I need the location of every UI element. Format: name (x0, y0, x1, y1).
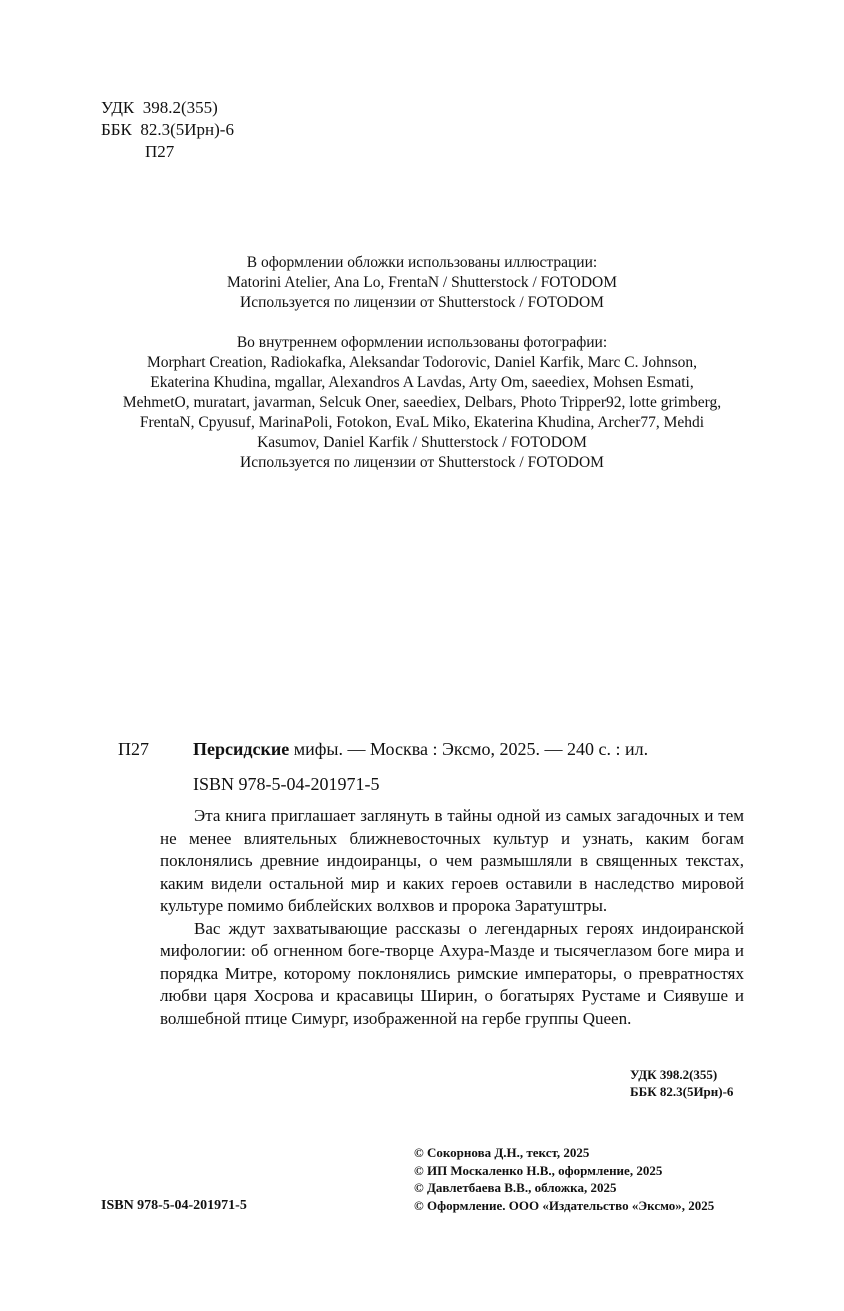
copyright-block (414, 1144, 714, 1214)
inner-credits-line: Ekaterina Khudina, mgallar, Alexandros A Lavdas, Arty Om, saeediex, Mohsen Esmati, (150, 374, 694, 391)
inner-credits-line: FrentaN, Cpyusuf, MarinaPoli, Fotokon, EvaL Miko, Ekaterina Khudina, Archer77, Mehdi (139, 414, 705, 431)
inner-credits-line: Morphart Creation, Radiokafka, Aleksandar Todorovic, Daniel Karfik, Marc C. Johnson, (146, 354, 698, 371)
udk-code-right: УДК 398.2(355) (630, 1067, 718, 1082)
annotation-paragraph: Вас ждут захватывающие рассказы о легендарных героях индоиранской мифологии: об огненном боге-творце Ахура-Мазде и тысячеглазом боге мира и порядка Митре, которому поклонялись римские императоры, о превратностях любви царя Хосрова и красавицы Ширин, о богатырях Рустаме и Сиявуше и волшебной птице Симург, изображенной на гербе группы Queen. (160, 918, 744, 1028)
inner-credits-license: Используется по лицензии от Shutterstock / FOTODOM (240, 454, 604, 471)
inner-credits-line: Kasumov, Daniel Karfik / Shutterstock / FOTODOM (257, 434, 587, 451)
cover-credits-names: Matorini Atelier, Ana Lo, FrentaN / Shutterstock / FOTODOM (227, 274, 617, 291)
catalog-entry-description: мифы. — Москва : Эксмо, 2025. — 240 с. : ил. (289, 739, 649, 759)
cover-credits-heading: В оформлении обложки использованы иллюстрации: (246, 254, 598, 271)
inner-credits-heading: Во внутреннем оформлении использованы фотографии: (236, 334, 608, 351)
udk-code: УДК 398.2(355) (101, 98, 218, 117)
catalog-entry-code: П27 (118, 739, 149, 759)
classification-block-top (101, 97, 234, 163)
bbk-code: ББК 82.3(5Ирн)-6 (101, 120, 234, 139)
catalog-entry-isbn: ISBN 978-5-04-201971-5 (193, 774, 380, 794)
copyright-line: © ИП Москаленко Н.В., оформление, 2025 (414, 1162, 663, 1178)
copyright-line: © Давлетбаева В.В., обложка, 2025 (414, 1180, 617, 1195)
book-title-bold: Персидские (193, 739, 290, 759)
annotation (160, 805, 744, 1030)
copyright-line: © Сокорнова Д.Н., текст, 2025 (414, 1145, 590, 1160)
inner-credits (90, 333, 754, 473)
inner-credits-line: MehmetO, muratart, javarman, Selcuk Oner, saeediex, Delbars, Photo Tripper92, lotte grimberg, (122, 394, 722, 411)
isbn-bottom: ISBN 978-5-04-201971-5 (101, 1198, 247, 1213)
classification-block-right (630, 1066, 733, 1100)
cover-credits-license: Используется по лицензии от Shutterstock / FOTODOM (240, 294, 604, 311)
copyright-line: © Оформление. ООО «Издательство «Эксмо», 2025 (414, 1197, 715, 1213)
author-mark: П27 (145, 142, 175, 161)
catalog-entry-title (193, 737, 648, 761)
cover-credits (90, 253, 754, 313)
bbk-code-right: ББК 82.3(5Ирн)-6 (630, 1084, 734, 1099)
annotation-paragraph: Эта книга приглашает заглянуть в тайны одной из самых загадочных и тем не менее влиятельных ближневосточных культур и узнать, каким богам поклонялись древние индоиранцы, о чем размышляли в священных текстах, каким видели остальной мир и каких героев оставили в наследство мировой культуре помимо библейских волхвов и пророка Заратуштры. (160, 806, 744, 915)
